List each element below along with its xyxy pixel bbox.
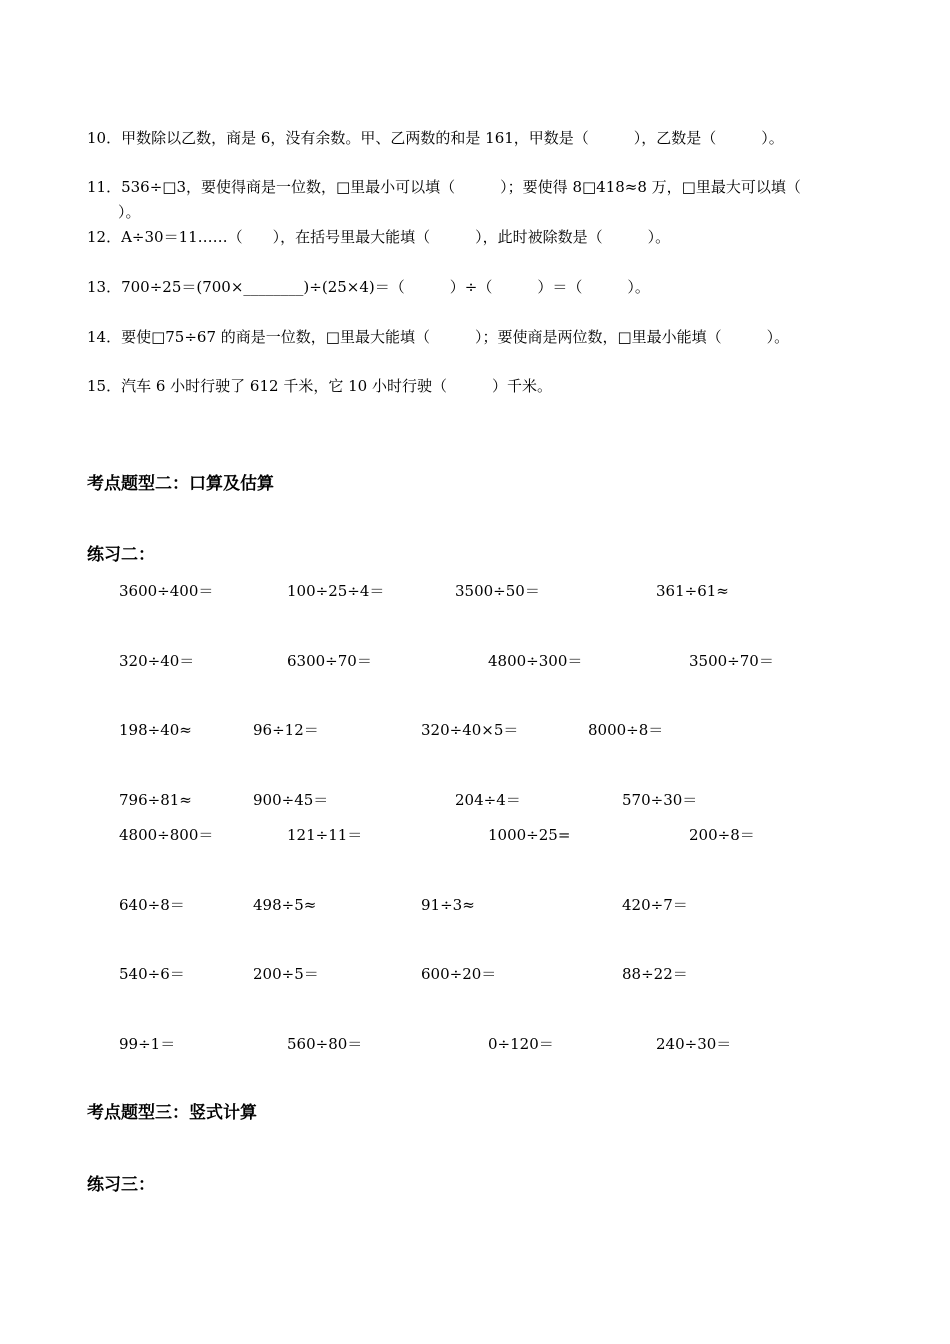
expression: 200÷5＝ [253,965,319,983]
expression: 796÷81≈ [119,791,192,809]
expression: 204÷4＝ [455,791,521,809]
section2-title: 考点题型二：口算及估算 [87,474,274,494]
expression: 240÷30＝ [656,1035,732,1053]
question-15: 15．汽车 6 小时行驶了 612 千米，它 10 小时行驶（ ）千米。 [87,377,552,395]
expression: 3600÷400＝ [119,582,214,600]
expression: 100÷25÷4＝ [287,582,385,600]
expression: 900÷45＝ [253,791,329,809]
expression: 4800÷800＝ [119,826,214,844]
expression: 1000÷25= [488,826,571,844]
expression: 0÷120＝ [488,1035,554,1053]
exercise3-label: 练习三： [87,1175,155,1195]
expression: 560÷80＝ [287,1035,363,1053]
expression: 640÷8＝ [119,896,185,914]
expression: 420÷7＝ [622,896,688,914]
expression: 91÷3≈ [421,896,475,914]
question-12: 12．A÷30＝11……（ ），在括号里最大能填（ ），此时被除数是（ ）。 [87,228,671,246]
expression: 320÷40＝ [119,652,195,670]
expression: 121÷11＝ [287,826,363,844]
question-11: 11．536÷□3，要使得商是一位数，□里最小可以填（ ）；要使得 8□418≈8 万，□里最大可以填（ [87,178,801,196]
expression: 88÷22＝ [622,965,688,983]
expression: 6300÷70＝ [287,652,372,670]
expression: 8000÷8＝ [588,721,664,739]
expression: 200÷8＝ [689,826,755,844]
expression: 3500÷70＝ [689,652,774,670]
expression: 361÷61≈ [656,582,729,600]
expression: 498÷5≈ [253,896,317,914]
question-13: 13．700÷25＝(700×________)÷(25×4)＝（ ）÷（ ）＝（ ）。 [87,278,650,296]
expression: 96÷12＝ [253,721,319,739]
expression: 600÷20＝ [421,965,497,983]
expression: 3500÷50＝ [455,582,540,600]
expression: 99÷1＝ [119,1035,176,1053]
expression: 320÷40×5＝ [421,721,519,739]
question-14: 14．要使□75÷67 的商是一位数，□里最大能填（ ）；要使商是两位数，□里最小能填（ ）。 [87,328,790,346]
expression: 4800÷300＝ [488,652,583,670]
exercise2-label: 练习二： [87,545,155,565]
question-10: 10．甲数除以乙数，商是 6，没有余数。甲、乙两数的和是 161，甲数是（ ），乙数是（ ）。 [87,129,784,147]
question-11-continuation: ）。 [118,203,141,221]
expression: 540÷6＝ [119,965,185,983]
section3-title: 考点题型三：竖式计算 [87,1103,257,1123]
expression: 570÷30＝ [622,791,698,809]
expression: 198÷40≈ [119,721,192,739]
